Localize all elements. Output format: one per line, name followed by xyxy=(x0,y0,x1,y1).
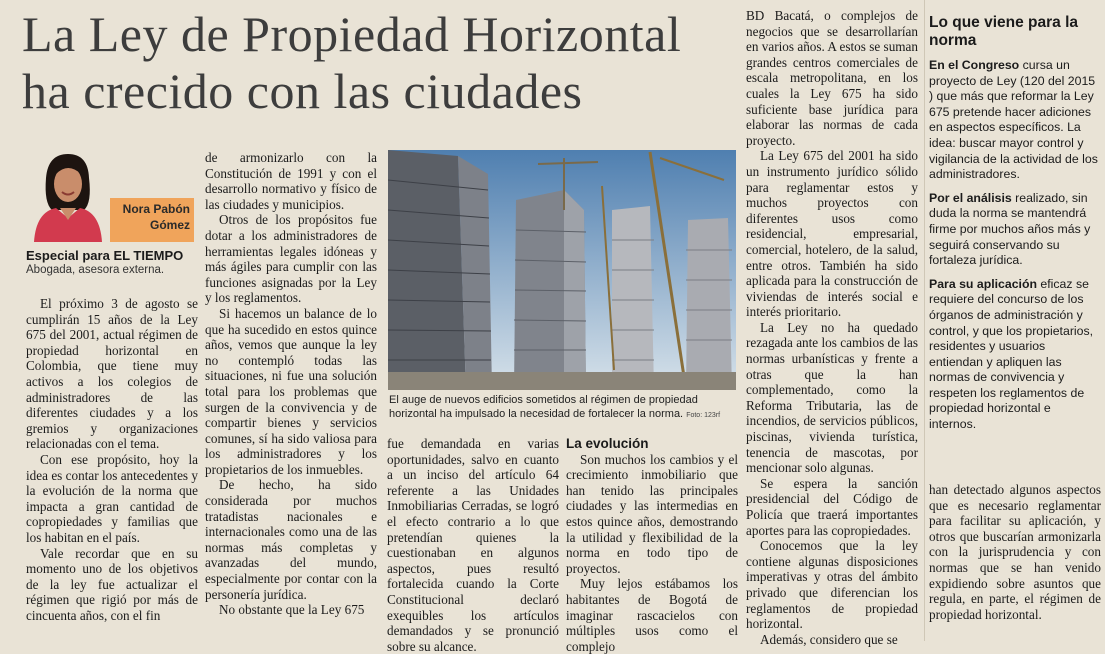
paragraph: No obstante que la Ley 675 xyxy=(219,602,365,618)
column-5 xyxy=(746,8,918,647)
sidebar-item: Por el análisis realizado, sin duda la norma se mantendrá firme por muchos años más y seguirá conservando su fortaleza jurídica. xyxy=(929,190,1091,268)
paragraph: fue demandada en varias oportunidades, salvo en cuanto a un inciso del artículo 64 referente a las Unidades Inmobiliarias Cerradas, se logró el efecto contrario a lo que pretendían quienes la cuestionaban en algunos aspectos, pues resultó fortalecida cuando la Corte Constitucional declaró exequibles los artículos demandados y se pronunció sobre su alcance. xyxy=(387,436,559,654)
paragraph: Además, considero que se xyxy=(760,631,898,647)
paragraph: La Ley 675 del 2001 ha sido un instrumento jurídico sólido para reglamentar estos y muchos proyectos con diferentes usos como residencial, empresarial, comercial, hotelero, de la salud, entre otros. También ha sido aplicada para la construcción de viviendas de interés social e interés prioritario. xyxy=(746,148,918,320)
headline-line-2: ha crecido con las ciudades xyxy=(22,63,583,119)
author-name: Nora Pabón Gómez xyxy=(110,198,194,242)
photo-caption: El auge de nuevos edificios sometidos al régimen de propiedad horizontal ha impulsado la necesidad de fortalecer la norma. Foto: 123rf xyxy=(389,394,721,420)
column-6 xyxy=(929,482,1101,622)
paragraph: Vale recordar que en su momento uno de los objetivos de la ley fue actualizar el régimen que rigió por más de cincuenta años, con el fin xyxy=(26,545,198,623)
sidebar-box xyxy=(929,14,1101,441)
paragraph: Otros de los propósitos fue dotar a los administradores de herramientas legales idóneas y más ágiles para cumplir con las funciones asignadas por la Ley y los reglamentos. xyxy=(205,212,377,306)
paragraph: Son muchos los cambios y el crecimiento inmobiliario que han tenido las principales ciudades y las intermedias en estos quince años, demostrando la utilidad y flexibilidad de la norma en todo tipo de proyectos. xyxy=(566,451,738,576)
paragraph: La Ley no ha quedado rezagada ante los cambios de las normas urbanísticas y frente a otras que la han complementado, como la Reforma Tributaria, las de incendios, de servicios públicos, piscinas, vivienda turística, tenencia de mascotas, por mencionar solo algunas. xyxy=(746,319,918,476)
paragraph: Si hacemos un balance de lo que ha sucedido en estos quince años, vemos que aunque la ley no contempló todas las situaciones, ni fue una solución total para los problemas que surgen de la convivencia y de compartir bienes y servicios comunes, sí ha sido valiosa para los administradores y los propietarios de los inmuebles. xyxy=(205,305,377,477)
photo-credit: Foto: 123rf xyxy=(686,411,721,419)
paragraph: Con ese propósito, hoy la idea es contar los antecedentes y la evolución de la norma que impacta a gran cantidad de copropiedades y familias que los habitan en el país. xyxy=(26,451,198,545)
paragraph: De hecho, ha sido considerada por muchos tratadistas nacionales e internacionales como una de las normas más completas y avanzadas del mundo, especialmente por contar con la personería jurídica. xyxy=(205,477,377,602)
paragraph: Muy lejos estábamos los habitantes de Bogotá de imaginar rascacielos con múltiples usos como el complejo xyxy=(566,576,738,654)
sidebar-item: Para su aplicación eficaz se requiere del concurso de los órganos de administración y control, y que los propietarios, residentes y usuarios entiendan y apliquen las normas de convivencia y respeten los reglamentos de propiedad horizontal e internos. xyxy=(929,276,1094,432)
column-2 xyxy=(205,150,377,618)
paragraph: Se espera la sanción presidencial del Código de Policía que traerá importantes aportes para las copropiedades. xyxy=(746,475,918,538)
paragraph: El próximo 3 de agosto se cumplirán 15 años de la Ley 675 del 2001, actual régimen de propiedad horizontal en Colombia, que tiene muy activos a los colegios de administradores de las diferentes ciudades y a los gremios y organizaciones relacionadas con el tema. xyxy=(26,296,198,452)
sidebar-divider xyxy=(924,0,925,641)
column-3 xyxy=(387,436,559,654)
column-4 xyxy=(566,436,738,654)
author-kicker: Especial para EL TIEMPO xyxy=(26,248,184,263)
author-role: Abogada, asesora externa. xyxy=(26,264,165,276)
column-1 xyxy=(26,296,198,623)
paragraph: han detectado algunos aspectos que es necesario reglamentar para facilitar su aplicación, y otros que buscarían armonizarla con la jurisprudencia y con normas que se han venido expidiendo sobre asuntos que regula, en parte, el régimen de propiedad horizontal. xyxy=(929,482,1101,622)
paragraph: Conocemos que la ley contiene algunas disposiciones imperativas y otras del ámbito privado que diferencian los reglamentos de propiedad horizontal. xyxy=(746,538,918,632)
headline xyxy=(22,6,727,120)
sidebar-title: Lo que viene para la norma xyxy=(929,14,1079,49)
subhead-evolucion: La evolución xyxy=(566,436,649,451)
paragraph: de armonizarlo con la Constitución de 1991 y con el desarrollo normativo y físico de las ciudades y municipios. xyxy=(205,150,377,212)
headline-line-1: La Ley de Propiedad Horizontal xyxy=(22,6,682,62)
sidebar-item: En el Congreso cursa un proyecto de Ley (120 del 2015 ) que más que reformar la Ley 675 pretende hacer adiciones en aspectos específicos. La idea: buscar mayor control y vigilancia de la actividad de los administradores. xyxy=(929,58,1098,182)
paragraph: BD Bacatá, o complejos de negocios que se desarrollarían en varios años. A estos se suman grandes centros comerciales de escala metropolitana, en los cuales la Ley 675 ha sido suficiente base jurídica para elaborar las normas de cada proyecto. xyxy=(746,8,918,148)
author-photo xyxy=(26,148,108,242)
buildings-photo xyxy=(388,150,736,390)
